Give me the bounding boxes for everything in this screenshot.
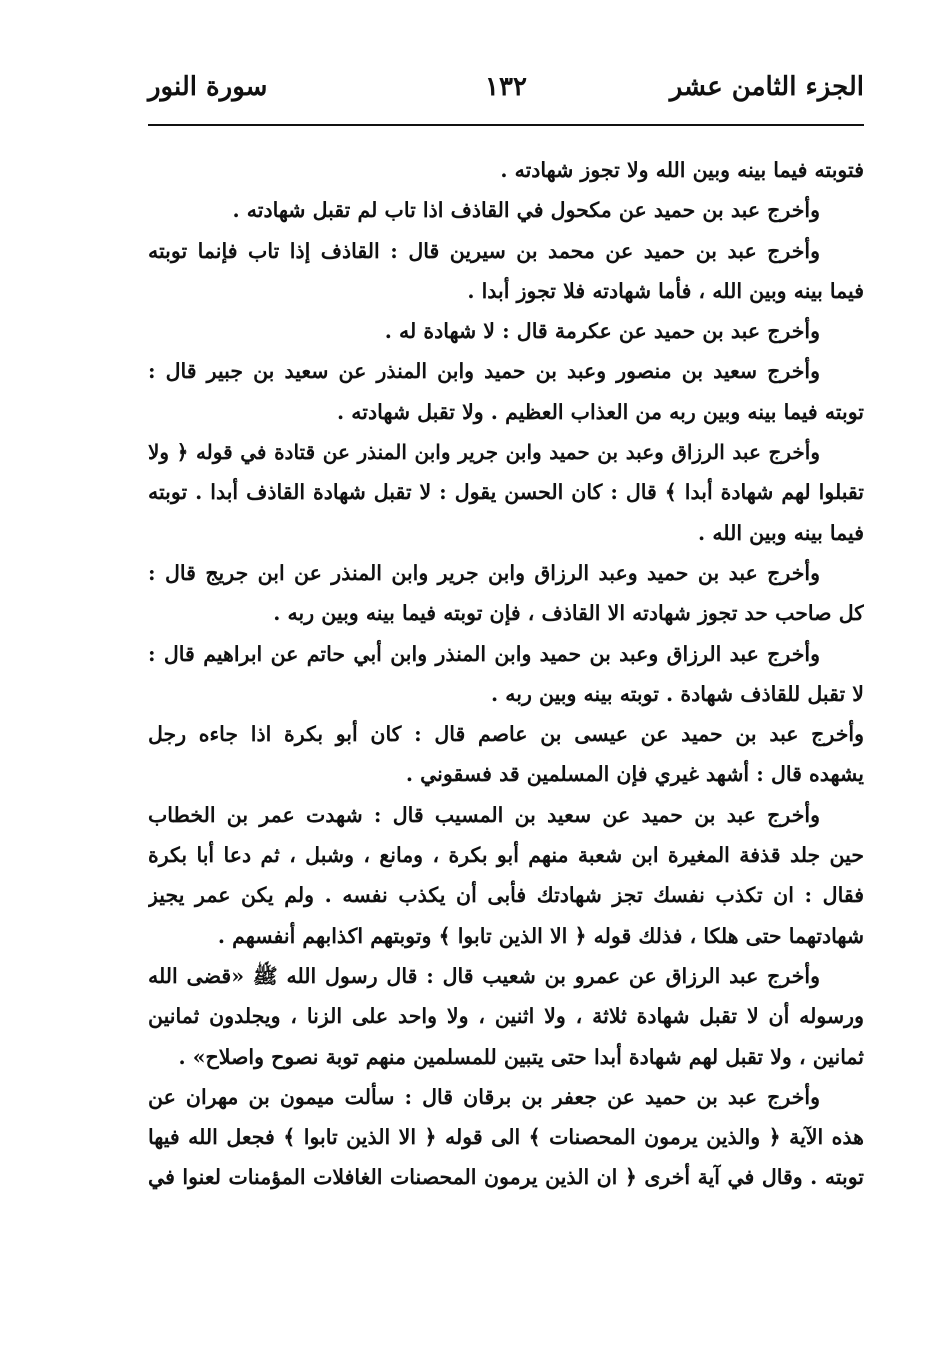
text-line: كل صاحب حد تجوز شهادته الا القاذف ، فإن توبته فيما بينه وبين ربه . bbox=[273, 601, 864, 626]
text-line: ثمانين ، ولا تقبل لهم شهادة أبدا حتى يتبين للمسلمين منهم توبة نصوح واصلاح» . bbox=[178, 1044, 864, 1069]
text-line: لا تقبل للقاذف شهادة . توبته بينه وبين ربه . bbox=[491, 681, 864, 706]
surah-title: سورة النور bbox=[148, 72, 268, 102]
text-line: وأخرج عبد بن حميد عن محمد بن سيرين قال : القاذف إذا تاب فإنما توبته bbox=[148, 238, 820, 263]
text-line: فيما بينه وبين الله . bbox=[698, 520, 864, 545]
text-line: وأخرج عبد الرزاق وعبد بن حميد وابن جرير وابن المنذر عن قتادة في قوله ﴿ ولا bbox=[148, 440, 820, 465]
text-line: وأخرج عبد بن حميد عن سعيد بن المسيب قال : شهدت عمر بن الخطاب bbox=[148, 802, 820, 827]
text-line: وأخرج عبد بن حميد عن عيسى بن عاصم قال : كان أبو بكرة اذا جاءه رجل bbox=[148, 722, 864, 747]
page-number: ١٣٢ bbox=[485, 72, 527, 102]
text-line: ورسوله أن لا تقبل شهادة ثلاثة ، ولا اثنين ، ولا واحد على الزنا ، ويجلدون ثمانين bbox=[148, 1004, 864, 1029]
text-line: فقال : ان تكذب نفسك تجز شهادتك فأبى أن يكذب نفسه . ولم يكن عمر يجيز bbox=[148, 883, 864, 908]
body-text bbox=[148, 150, 864, 1198]
text-line: وأخرج عبد الرزاق وعبد بن حميد وابن المنذر وابن أبي حاتم عن ابراهيم قال : bbox=[148, 641, 820, 666]
text-line: حين جلد قذفة المغيرة ابن شعبة منهم أبو بكرة ، ومانع ، وشبل ، ثم دعا أبا بكرة bbox=[148, 843, 864, 868]
text-line: فيما بينه وبين الله ، فأما شهادته فلا تجوز أبدا . bbox=[467, 278, 864, 303]
text-line: وأخرج سعيد بن منصور وعبد بن حميد وابن المنذر عن سعيد بن جبير قال : bbox=[148, 359, 820, 384]
text-line: يشهده قال : أشهد غيري فإن المسلمين قد فسقوني . bbox=[405, 762, 864, 787]
text-line: وأخرج عبد بن حميد عن عكرمة قال : لا شهادة له . bbox=[384, 319, 820, 344]
text-line: وأخرج عبد الرزاق عن عمرو بن شعيب قال : قال رسول الله ﷺ «قضى الله bbox=[148, 963, 820, 988]
text-line: فتوبته فيما بينه وبين الله ولا تجوز شهادته . bbox=[500, 158, 864, 182]
text-line: هذه الآية ﴿ والذين يرمون المحصنات ﴾ الى قوله ﴿ الا الذين تابوا ﴾ فجعل الله فيها bbox=[148, 1125, 864, 1150]
text-line: وأخرج عبد بن حميد عن جعفر بن برقان قال : سألت ميمون بن مهران عن bbox=[148, 1084, 820, 1109]
header-divider bbox=[148, 124, 864, 126]
text-line: توبته . وقال في آية أخرى ﴿ ان الذين يرمون المحصنات الغافلات المؤمنات لعنوا في bbox=[148, 1165, 864, 1190]
text-line: تقبلوا لهم شهادة أبدا ﴾ قال : كان الحسن يقول : لا تقبل شهادة القاذف أبدا . توبته bbox=[148, 480, 864, 505]
text-line: وأخرج عبد بن حميد عن مكحول في القاذف اذا تاب لم تقبل شهادته . bbox=[232, 198, 820, 223]
text-line: شهادتهما حتى هلكا ، فذلك قوله ﴿ الا الذين تابوا ﴾ وتوبتهم اكذابهم أنفسهم . bbox=[217, 923, 864, 948]
page-header bbox=[148, 72, 864, 118]
text-line: توبته فيما بينه وبين ربه من العذاب العظيم . ولا تقبل شهادته . bbox=[337, 399, 864, 424]
part-title: الجزء الثامن عشر bbox=[669, 72, 864, 102]
book-page bbox=[148, 0, 864, 1353]
text-line: وأخرج عبد بن حميد وعبد الرزاق وابن جرير وابن المنذر عن ابن جريج قال : bbox=[148, 560, 820, 585]
